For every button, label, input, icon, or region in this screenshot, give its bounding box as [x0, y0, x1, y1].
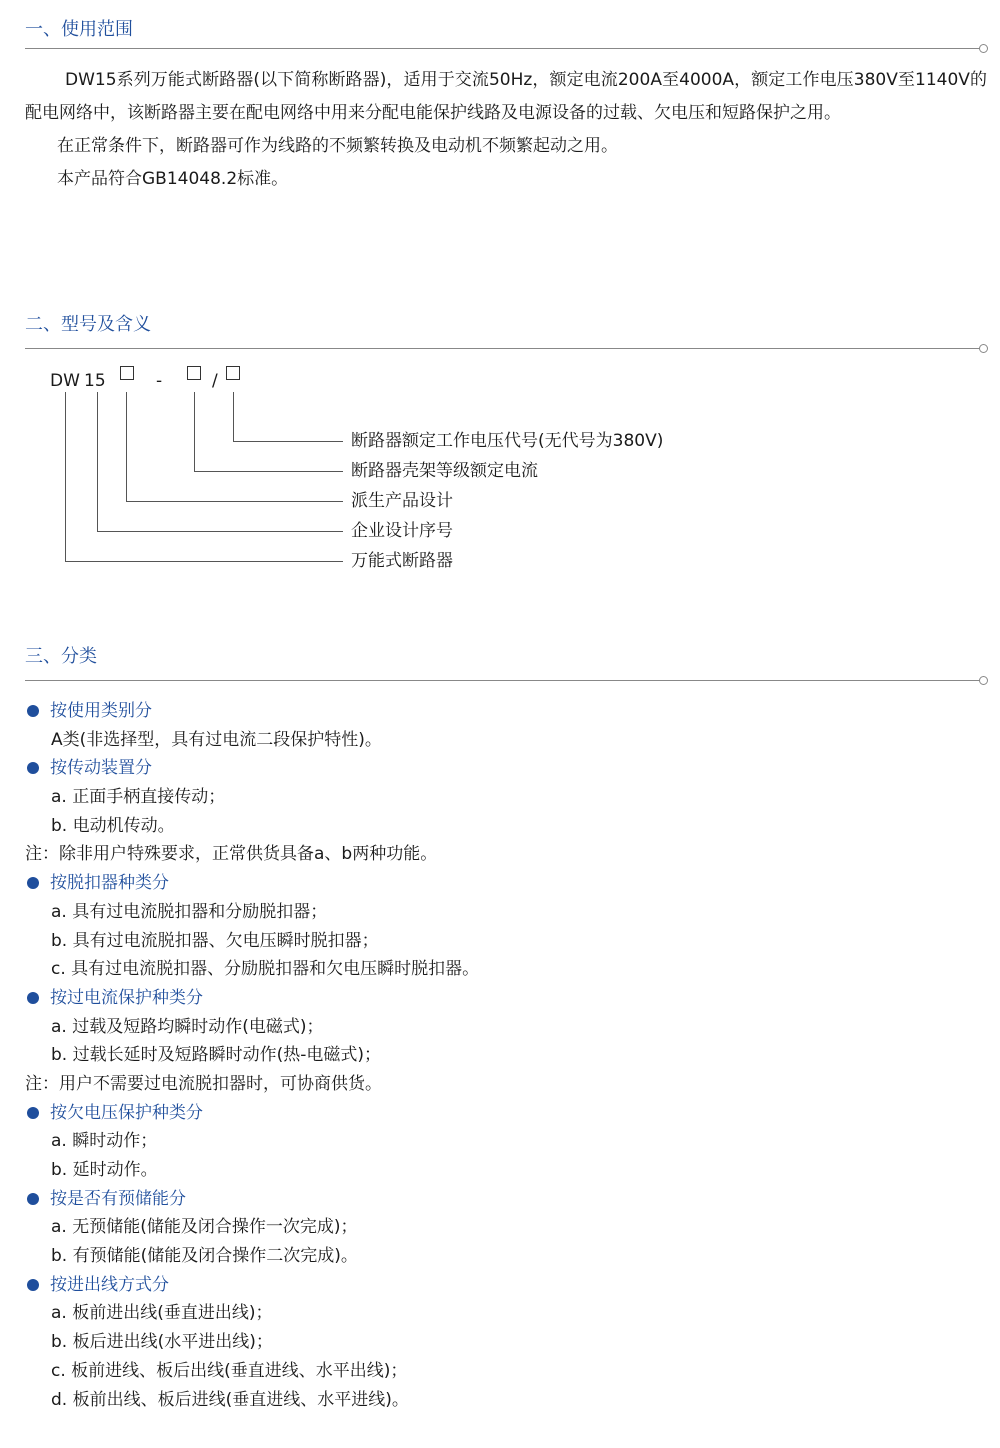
list-item — [25, 1213, 985, 1242]
row-text: 注：用户不需要过电流脱扣器时，可协商供货。 — [25, 1073, 382, 1094]
label-design-serial: 企业设计序号 — [351, 521, 453, 541]
divider-end-circle — [979, 44, 988, 53]
list-item — [25, 726, 985, 755]
row-text: 按传动装置分 — [50, 758, 152, 779]
row-text: a. 瞬时动作； — [51, 1131, 158, 1152]
list-item — [25, 1127, 985, 1156]
placeholder-box-current — [187, 366, 201, 380]
category-heading — [25, 1185, 985, 1214]
category-heading — [25, 869, 985, 898]
row-text: a. 无预储能(储能及闭合操作一次完成)； — [51, 1217, 358, 1238]
classification-list — [25, 697, 985, 1414]
bullet-dot-icon — [27, 1193, 39, 1205]
category-heading — [25, 1271, 985, 1300]
row-text: c. 具有过电流脱扣器、分励脱扣器和欠电压瞬时脱扣器。 — [51, 959, 480, 980]
section-title-classification: 三、分类 — [25, 646, 97, 667]
leader-derived-h — [126, 501, 343, 502]
model-prefix: DW — [50, 371, 80, 391]
list-item — [25, 1013, 985, 1042]
list-item — [25, 1357, 985, 1386]
leader-derived-v — [126, 392, 127, 501]
bullet-dot-icon — [27, 705, 39, 717]
row-text: b. 电动机传动。 — [51, 815, 175, 836]
row-text: A类(非选择型，具有过电流二段保护特性)。 — [51, 729, 382, 750]
list-item — [25, 783, 985, 812]
model-series: 15 — [84, 371, 106, 391]
row-text: 按脱扣器种类分 — [50, 873, 169, 894]
row-text: 按使用类别分 — [50, 701, 152, 721]
row-text: 按进出线方式分 — [50, 1274, 169, 1295]
divider-end-circle — [979, 344, 988, 353]
category-heading — [25, 697, 985, 726]
list-item — [25, 955, 985, 984]
label-breaker-type: 万能式断路器 — [351, 551, 453, 571]
note-text — [25, 840, 985, 869]
placeholder-box-voltage — [226, 366, 240, 380]
leader-type-h — [65, 561, 343, 562]
row-text: 按过电流保护种类分 — [50, 987, 203, 1008]
placeholder-box-derived — [120, 366, 134, 380]
list-item — [25, 1299, 985, 1328]
row-text: d. 板前出线、板后进线(垂直进线、水平进线)。 — [51, 1389, 409, 1410]
leader-series-h — [97, 531, 343, 532]
list-item — [25, 1386, 985, 1415]
bullet-dot-icon — [27, 1279, 39, 1291]
label-voltage-code: 断路器额定工作电压代号(无代号为380V) — [351, 431, 664, 451]
usage-paragraph-3: 本产品符合GB14048.2标准。 — [57, 169, 289, 189]
row-text: b. 过载长延时及短路瞬时动作(热-电磁式)； — [51, 1045, 381, 1066]
list-item — [25, 1242, 985, 1271]
bullet-dot-icon — [27, 992, 39, 1004]
category-heading — [25, 754, 985, 783]
section-divider — [25, 48, 980, 49]
label-frame-current: 断路器壳架等级额定电流 — [351, 461, 538, 481]
list-item — [25, 812, 985, 841]
row-text: c. 板前进线、板后出线(垂直进线、水平出线)； — [51, 1360, 408, 1381]
leader-series-v — [97, 392, 98, 531]
section-divider — [25, 348, 980, 349]
label-derived-design: 派生产品设计 — [351, 491, 453, 511]
category-heading — [25, 984, 985, 1013]
model-dash: - — [156, 371, 163, 391]
row-text: b. 延时动作。 — [51, 1160, 158, 1180]
note-text — [25, 1070, 985, 1099]
section-title-usage: 一、使用范围 — [25, 19, 133, 40]
row-text: b. 具有过电流脱扣器、欠电压瞬时脱扣器； — [51, 930, 379, 951]
row-text: b. 板后进出线(水平进出线)； — [51, 1332, 273, 1353]
divider-end-circle — [979, 676, 988, 685]
row-text: b. 有预储能(储能及闭合操作二次完成)。 — [51, 1246, 358, 1267]
row-text: 按欠电压保护种类分 — [50, 1102, 203, 1123]
category-heading — [25, 1099, 985, 1128]
usage-paragraph-2: 在正常条件下，断路器可作为线路的不频繁转换及电动机不频繁起动之用。 — [57, 136, 618, 156]
bullet-dot-icon — [27, 877, 39, 889]
section-title-model: 二、型号及含义 — [25, 314, 151, 335]
row-text: 注：除非用户特殊要求，正常供货具备a、b两种功能。 — [25, 844, 438, 865]
leader-voltage-v — [233, 392, 234, 441]
row-text: a. 板前进出线(垂直进出线)； — [51, 1303, 273, 1324]
list-item — [25, 1328, 985, 1357]
section-divider — [25, 680, 980, 681]
list-item — [25, 1156, 985, 1185]
row-text: a. 具有过电流脱扣器和分励脱扣器； — [51, 901, 328, 922]
leader-type-v — [65, 392, 66, 561]
list-item — [25, 927, 985, 956]
leader-current-v — [194, 392, 195, 471]
list-item — [25, 1041, 985, 1070]
row-text: a. 正面手柄直接传动； — [51, 787, 226, 808]
row-text: 按是否有预储能分 — [50, 1188, 186, 1209]
list-item — [25, 898, 985, 927]
leader-current-h — [194, 471, 343, 472]
model-slash: / — [212, 371, 218, 391]
leader-voltage-h — [233, 441, 343, 442]
usage-paragraph-1: DW15系列万能式断路器(以下简称断路器)，适用于交流50Hz，额定电流200A至4000A，额定工作电压380V至1140V的配电网络中，该断路器主要在配电网络中用来分配电能保护线路及电源设备的过载、欠电压和短路保护之用。 — [25, 70, 987, 123]
usage-text — [25, 64, 987, 196]
row-text: a. 过载及短路均瞬时动作(电磁式)； — [51, 1016, 324, 1037]
bullet-dot-icon — [27, 762, 39, 774]
bullet-dot-icon — [27, 1107, 39, 1119]
